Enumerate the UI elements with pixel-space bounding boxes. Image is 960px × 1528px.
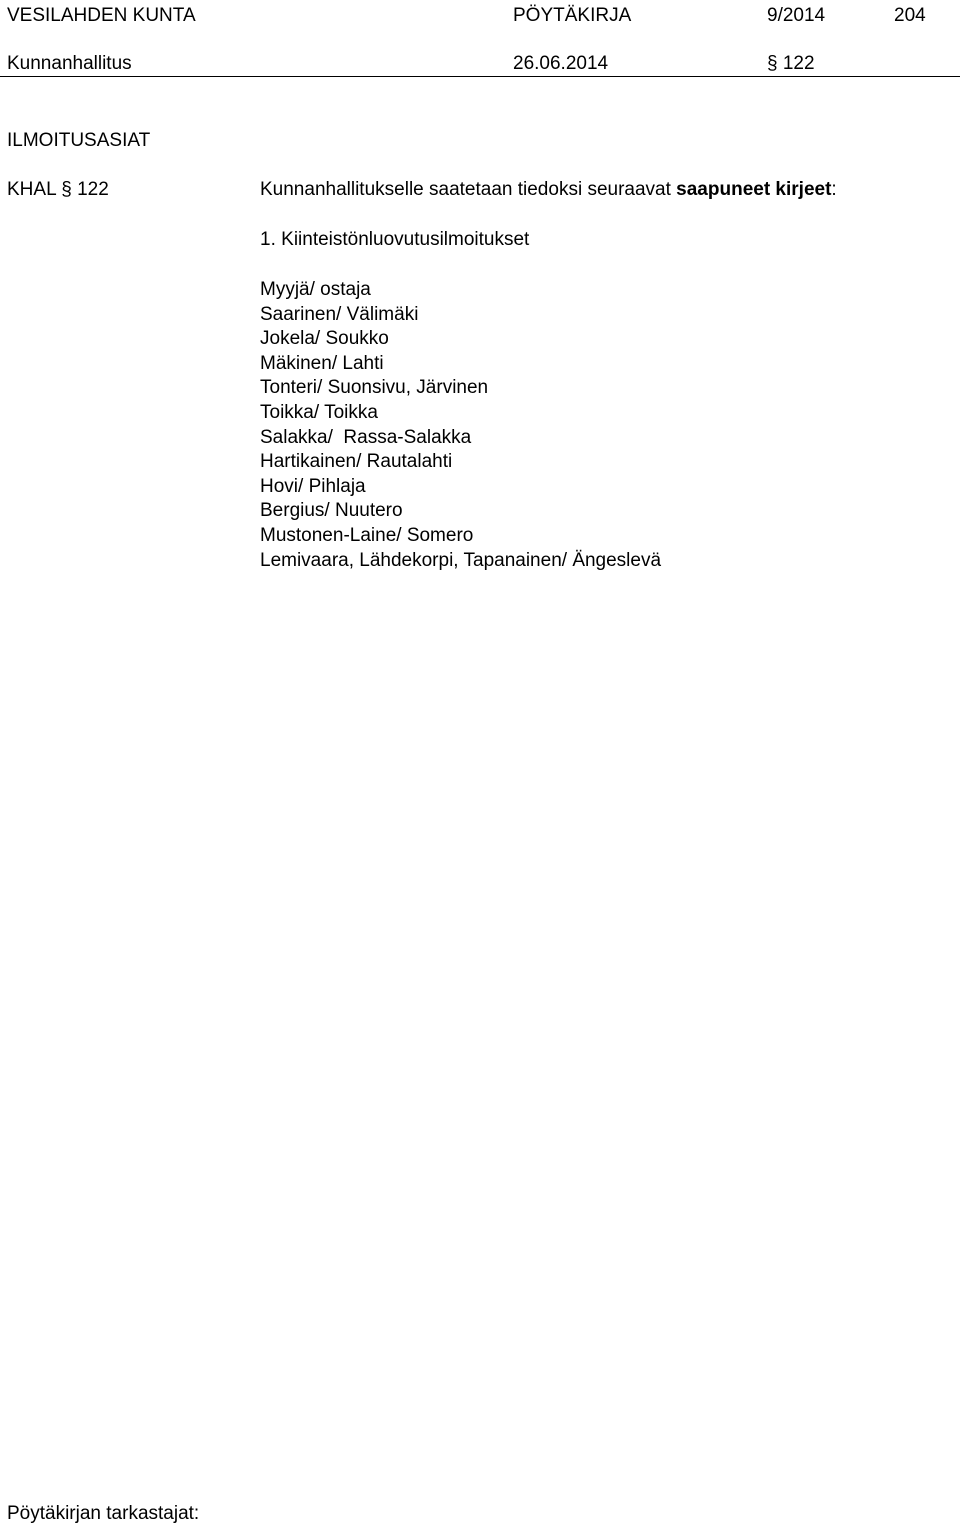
header-section-ref [767,54,815,73]
list-item: Salakka/ Rassa-Salakka [260,426,472,448]
section-intro [260,180,837,199]
list-item: Myyjä/ ostaja [260,279,371,300]
header-divider [0,76,960,77]
section-ref-number: 122 [77,179,109,200]
item-title: Kiinteistönluovutusilmoitukset [281,229,530,250]
section-symbol: § [767,53,778,74]
section-ref [7,180,109,199]
document-type: PÖYTÄKIRJA [513,5,632,26]
reviewers-label: Pöytäkirjan tarkastajat: [7,1503,200,1524]
municipality-name: VESILAHDEN KUNTA [7,5,196,26]
meeting-number: 9/2014 [767,5,826,26]
list-item: Tonteri/ Suonsivu, Järvinen [260,377,489,399]
list-item: Bergius/ Nuutero [260,500,403,522]
list-item: Hartikainen/ Rautalahti [260,451,453,473]
page-number: 204 [894,5,926,26]
list-item: Saarinen/ Välimäki [260,303,419,325]
intro-colon: : [831,179,837,200]
intro-text: Kunnanhallitukselle saatetaan tiedoksi seuraavat [260,179,671,200]
list-item: Lemivaara, Lähdekorpi, Tapanainen/ Ängeslevä [260,549,662,571]
section-ref-symbol: § [61,179,72,200]
intro-bold-text: saapuneet kirjeet [676,179,832,200]
list-item: Jokela/ Soukko [260,328,389,350]
item-number: 1. [260,229,276,250]
governing-body: Kunnanhallitus [7,53,132,74]
list-item: Toikka/ Toikka [260,401,378,423]
list-item: Mustonen-Laine/ Somero [260,524,474,546]
seller-buyer-list [260,278,661,573]
section-ref-prefix: KHAL [7,179,56,200]
section-title: ILMOITUSASIAT [7,130,151,151]
item-heading [260,230,529,249]
meeting-date: 26.06.2014 [513,53,609,74]
list-item: Mäkinen/ Lahti [260,352,384,374]
list-item: Hovi/ Pihlaja [260,475,366,497]
header-section-number: 122 [782,53,815,74]
